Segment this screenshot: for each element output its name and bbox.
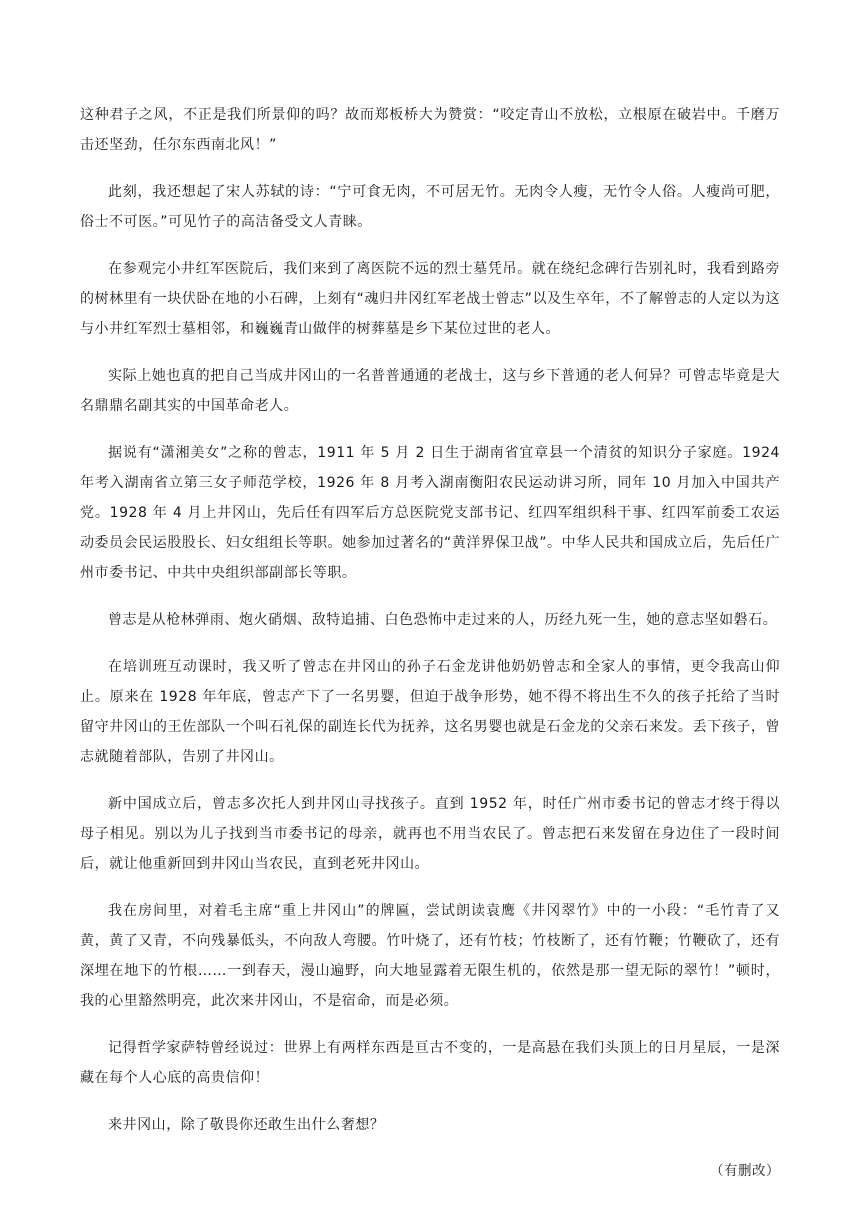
paragraph-1: 这种君子之风，不正是我们所景仰的吗？故而郑板桥大为赞赏：“咬定青山不放松，立根原在破岩中。千磨万击还坚劲，任尔东西南北风！” bbox=[80, 107, 780, 153]
paragraph-9: 我在房间里，对着毛主席“重上井冈山”的牌匾，尝试朗读袁鹰《井冈翠竹》中的一小段：“毛竹青了又黄，黄了又青，不向残暴低头，不向敌人弯腰。竹叶烧了，还有竹枝；竹枝断了，还有竹鞭；竹鞭砍了，还有深埋在地下的竹根……一到春天，漫山遍野，向大地显露着无限生机的，依然是那一望无际的翠竹！”顿时，我的心里豁然明亮，此次来井冈山，不是宿命，而是必须。 bbox=[80, 903, 780, 1009]
paragraph-10: 记得哲学家萨特曾经说过：世界上有两样东西是亘古不变的，一是高悬在我们头顶上的日月星辰，一是深藏在每个人心底的高贵信仰！ bbox=[80, 1040, 780, 1086]
source-note: （有删改） bbox=[710, 1163, 780, 1179]
paragraph-8: 新中国成立后，曾志多次托人到井冈山寻找孩子。直到 1952 年，时任广州市委书记的曾志才终于得以母子相见。别以为儿子找到当市委书记的母亲，就再也不用当农民了。曾志把石来发留在身边住了一段时间后，就让他重新回到井冈山当农民，直到老死井冈山。 bbox=[80, 796, 780, 872]
paragraph-6: 曾志是从枪林弹雨、炮火硝烟、敌特追捕、白色恐怖中走过来的人，历经九死一生，她的意志坚如磐石。 bbox=[108, 612, 778, 628]
paragraph-11: 来井冈山，除了敬畏你还敢生出什么奢想？ bbox=[108, 1117, 385, 1133]
paragraph-3: 在参观完小井红军医院后，我们来到了离医院不远的烈士墓凭吊。就在绕纪念碑行告别礼时，我看到路旁的树林里有一块伏卧在地的小石碑，上刻有“魂归井冈红军老战士曾志”以及生卒年，不了解曾志的人定以为这与小井红军烈士墓相邻，和巍巍青山做伴的树葬墓是乡下某位过世的老人。 bbox=[80, 261, 780, 337]
paragraph-4: 实际上她也真的把自己当成井冈山的一名普普通通的老战士，这与乡下普通的老人何异？可曾志毕竟是大名鼎鼎名副其实的中国革命老人。 bbox=[80, 368, 780, 414]
paragraph-7: 在培训班互动课时，我又听了曾志在井冈山的孙子石金龙讲他奶奶曾志和全家人的事情，更令我高山仰止。原来在 1928 年年底，曾志产下了一名男婴，但迫于战争形势，她不得不将出生不久的孩子托给了当时留守井冈山的王佐部队一个叫石礼保的副连长代为抚养，这名男婴也就是石金龙的父亲石来发。丢下孩子，曾志就随着部队，告别了井冈山。 bbox=[80, 659, 780, 765]
paragraph-5: 据说有“潇湘美女”之称的曾志，1911 年 5 月 2 日生于湖南省宜章县一个清贫的知识分子家庭。1924 年考入湖南省立第三女子师范学校，1926 年 8 月考入湖南衡阳农民运动讲习所，同年 10 月加入中国共产党。1928 年 4 月上井冈山，先后任有四军后方总医院党支部书记、红四军组织科干事、红四军前委工农运动委员会民运股股长、妇女组组长等职。她参加过著名的“黄洋界保卫战”。中华人民共和国成立后，先后任广州市委书记、中共中央组织部副部长等职。 bbox=[80, 445, 780, 581]
paragraph-2: 此刻，我还想起了宋人苏轼的诗：“宁可食无肉，不可居无竹。无肉令人瘦，无竹令人俗。人瘦尚可肥，俗士不可医。”可见竹子的高洁备受文人青睐。 bbox=[80, 184, 780, 230]
